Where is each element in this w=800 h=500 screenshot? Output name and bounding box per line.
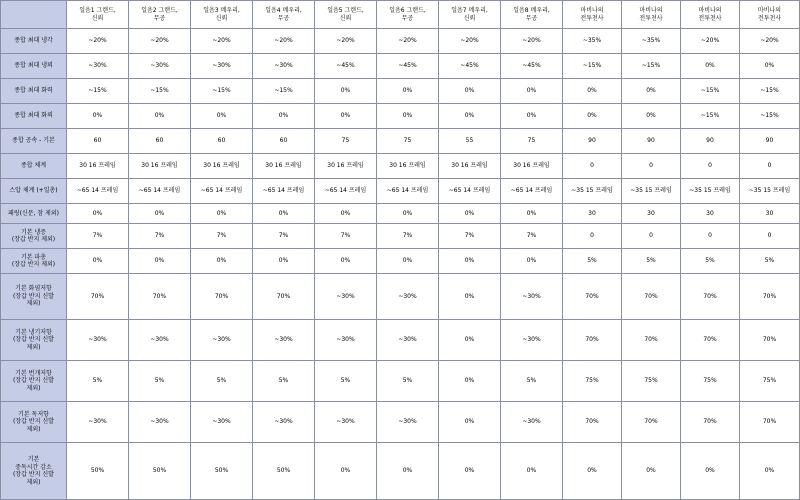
table-cell: ~30% [191, 320, 253, 361]
table-cell: ~65 14 프레임 [67, 179, 129, 204]
row-label: 종합 최대 화력 [1, 79, 67, 104]
table-cell: 0% [439, 79, 501, 104]
table-cell: 70% [622, 402, 681, 443]
table-cell: 70% [740, 402, 800, 443]
table-cell: ~30% [67, 402, 129, 443]
table-cell: 0% [191, 104, 253, 129]
table-cell: ~65 14 프레임 [129, 179, 191, 204]
table-cell: 70% [67, 274, 129, 320]
table-cell: ~20% [377, 29, 439, 54]
table-cell: 5% [377, 361, 439, 402]
table-cell: ~20% [740, 29, 800, 54]
column-header: 마비나의 전투천사 [740, 1, 800, 29]
table-cell: 5% [740, 249, 800, 274]
column-header: 일음6 그랜드, 무공 [377, 1, 439, 29]
table-cell: 70% [191, 274, 253, 320]
table-cell: 0% [67, 104, 129, 129]
table-cell: 0% [439, 104, 501, 129]
table-row [1, 179, 800, 204]
table-cell: 50% [129, 443, 191, 500]
table-cell: 30 16 프레임 [129, 154, 191, 179]
table-cell: ~20% [439, 29, 501, 54]
table-cell: ~30% [501, 402, 563, 443]
table-row [1, 320, 800, 361]
table-cell: ~15% [740, 104, 800, 129]
table-cell: 0% [740, 54, 800, 79]
column-header: 일음7 메우리, 신뢰 [439, 1, 501, 29]
table-cell: 60 [129, 129, 191, 154]
table-cell: 0% [439, 320, 501, 361]
table-cell: ~65 14 프레임 [191, 179, 253, 204]
row-label: 기본 냉증 (장갑 반지 제외) [1, 224, 67, 249]
table-cell: ~35 15 프레임 [740, 179, 800, 204]
table-cell: 5% [315, 361, 377, 402]
row-label: 스압 체계 (+일총) [1, 179, 67, 204]
table-cell: 75% [740, 361, 800, 402]
table-cell: ~30% [253, 320, 315, 361]
table-cell: ~30% [501, 274, 563, 320]
table-cell: 0% [622, 104, 681, 129]
table-cell: 75 [501, 129, 563, 154]
table-row [1, 204, 800, 224]
table-cell: 30 [563, 204, 622, 224]
table-cell: 0% [439, 204, 501, 224]
header-row [1, 1, 800, 29]
table-cell: ~45% [315, 54, 377, 79]
table-cell: 70% [622, 274, 681, 320]
table-cell: ~30% [315, 274, 377, 320]
table-cell: 90 [681, 129, 740, 154]
table-cell: 70% [681, 402, 740, 443]
table-cell: ~45% [377, 54, 439, 79]
table-cell: 55 [439, 129, 501, 154]
table-cell: ~30% [315, 402, 377, 443]
table-cell: ~30% [129, 320, 191, 361]
table-cell: 7% [377, 224, 439, 249]
row-label: 기본 냉기저항 (장갑 반지 신발 제외) [1, 320, 67, 361]
table-cell: 0% [129, 249, 191, 274]
table-row [1, 129, 800, 154]
table-row [1, 79, 800, 104]
row-label: 종합 최대 화뢰 [1, 104, 67, 129]
table-cell: 5% [563, 249, 622, 274]
table-cell: 50% [191, 443, 253, 500]
table-cell: 90 [622, 129, 681, 154]
table-cell: ~15% [563, 54, 622, 79]
table-cell: ~35 15 프레임 [681, 179, 740, 204]
table-cell: 0% [191, 249, 253, 274]
row-label: 기본 화염저항 (장갑 반지 신발 제외) [1, 274, 67, 320]
table-cell: 0% [681, 443, 740, 500]
table-cell: 5% [67, 361, 129, 402]
table-cell: 30 16 프레임 [253, 154, 315, 179]
table-row [1, 443, 800, 500]
table-cell: 0% [439, 274, 501, 320]
table-row [1, 154, 800, 179]
table-cell: 0% [501, 249, 563, 274]
table-row [1, 224, 800, 249]
table-cell: 0% [501, 443, 563, 500]
table-cell: 0% [377, 443, 439, 500]
table-cell: 75 [377, 129, 439, 154]
table-row [1, 54, 800, 79]
table-cell: 30 16 프레임 [501, 154, 563, 179]
table-cell: 70% [129, 274, 191, 320]
table-cell: 0% [563, 443, 622, 500]
table-cell: ~30% [377, 274, 439, 320]
row-label: 종합 최대 냉각 [1, 29, 67, 54]
table-cell: 0% [501, 79, 563, 104]
table-cell: 0% [563, 104, 622, 129]
table-cell: ~30% [191, 402, 253, 443]
table-cell: 0% [253, 249, 315, 274]
table-cell: 30 [681, 204, 740, 224]
table-cell: 30 16 프레임 [377, 154, 439, 179]
table-cell: ~20% [191, 29, 253, 54]
table-cell: ~30% [377, 320, 439, 361]
table-cell: 0% [622, 443, 681, 500]
table-cell: 0% [377, 104, 439, 129]
table-cell: 0% [67, 204, 129, 224]
table-cell: 0% [439, 402, 501, 443]
table-cell: 30 16 프레임 [191, 154, 253, 179]
table-cell: 0% [315, 79, 377, 104]
table-cell: ~15% [740, 79, 800, 104]
table-cell: 30 16 프레임 [67, 154, 129, 179]
table-cell: ~30% [67, 54, 129, 79]
row-label: 기본 중독시간 감소 (장갑 반지 신발 제외) [1, 443, 67, 500]
table-cell: 75% [563, 361, 622, 402]
column-header: 마비나의 전투천사 [681, 1, 740, 29]
table-cell: 0% [129, 104, 191, 129]
table-cell: 7% [439, 224, 501, 249]
table-cell: 60 [253, 129, 315, 154]
table-cell: 7% [501, 224, 563, 249]
row-label: 종합 최대 냉뢰 [1, 54, 67, 79]
row-label: 기본 독저항 (장갑 반지 신발 제외) [1, 402, 67, 443]
table-cell: 0% [67, 249, 129, 274]
table-cell: ~30% [253, 54, 315, 79]
table-cell: 0% [377, 204, 439, 224]
table-row [1, 361, 800, 402]
table-cell: ~65 14 프레임 [439, 179, 501, 204]
table-cell: 0 [740, 154, 800, 179]
table-cell: 0% [377, 79, 439, 104]
table-cell: ~30% [129, 402, 191, 443]
table-cell: ~15% [129, 79, 191, 104]
table-cell: ~65 14 프레임 [253, 179, 315, 204]
table-cell: 0% [563, 79, 622, 104]
table-cell: 70% [681, 274, 740, 320]
table-cell: ~30% [315, 320, 377, 361]
table-cell: 0% [129, 204, 191, 224]
table-cell: 0% [253, 204, 315, 224]
table-cell: ~15% [681, 79, 740, 104]
table-cell: ~65 14 프레임 [501, 179, 563, 204]
table-cell: 30 16 프레임 [315, 154, 377, 179]
table-cell: ~20% [253, 29, 315, 54]
table-cell: 0% [315, 204, 377, 224]
table-cell: 5% [501, 361, 563, 402]
table-cell: 0% [622, 79, 681, 104]
table-cell: 50% [67, 443, 129, 500]
table-cell: 75% [622, 361, 681, 402]
table-cell: ~15% [191, 79, 253, 104]
table-cell: ~65 14 프레임 [315, 179, 377, 204]
table-cell: 0% [439, 249, 501, 274]
table-cell: 5% [681, 249, 740, 274]
table-cell: ~30% [377, 402, 439, 443]
table-cell: ~35 15 프레임 [622, 179, 681, 204]
row-label: 기본 파총 (장갑 반지 제외) [1, 249, 67, 274]
table-cell: 0% [315, 443, 377, 500]
table-cell: 70% [622, 320, 681, 361]
table-cell: 0% [377, 249, 439, 274]
table-cell: ~15% [681, 104, 740, 129]
table-row [1, 29, 800, 54]
table-cell: 0 [622, 154, 681, 179]
table-cell: 7% [129, 224, 191, 249]
table-cell: 70% [563, 402, 622, 443]
table-cell: 7% [67, 224, 129, 249]
row-label: 종합 체계 [1, 154, 67, 179]
table-cell: ~35 15 프레임 [563, 179, 622, 204]
table-row [1, 104, 800, 129]
table-cell: ~30% [67, 320, 129, 361]
table-cell: ~35% [622, 29, 681, 54]
column-header: 일음1 그랜드, 신뢰 [67, 1, 129, 29]
table-cell: 75% [681, 361, 740, 402]
column-header: 일음5 그랜드, 신뢰 [315, 1, 377, 29]
table-row [1, 274, 800, 320]
table-cell: 7% [315, 224, 377, 249]
table-cell: 5% [191, 361, 253, 402]
table-cell: ~15% [622, 54, 681, 79]
table-cell: 70% [740, 320, 800, 361]
table-cell: 30 [740, 204, 800, 224]
row-label: 기본 번개저항 (장갑 반지 신발 제외) [1, 361, 67, 402]
table-cell: ~30% [191, 54, 253, 79]
column-header: 일음4 메우리, 무공 [253, 1, 315, 29]
table-cell: 7% [191, 224, 253, 249]
table-cell: 50% [253, 443, 315, 500]
table-cell: ~20% [315, 29, 377, 54]
table-cell: ~20% [67, 29, 129, 54]
table-cell: 0 [681, 224, 740, 249]
table-cell: ~30% [501, 320, 563, 361]
row-label: 종합 공속 - 기본 [1, 129, 67, 154]
table-cell: 5% [253, 361, 315, 402]
table-cell: 30 16 프레임 [439, 154, 501, 179]
table-row [1, 402, 800, 443]
table-cell: 0% [315, 104, 377, 129]
table-cell: 70% [253, 274, 315, 320]
table-cell: 60 [191, 129, 253, 154]
table-cell: 0 [681, 154, 740, 179]
table-cell: ~65 14 프레임 [377, 179, 439, 204]
table-cell: 5% [129, 361, 191, 402]
table-cell: 0% [253, 104, 315, 129]
table-cell: 0% [191, 204, 253, 224]
row-label: 패링(신문, 참 제외) [1, 204, 67, 224]
table-cell: 70% [681, 320, 740, 361]
table-cell: 90 [563, 129, 622, 154]
column-header: 일음8 메우리, 무공 [501, 1, 563, 29]
table-cell: ~30% [253, 402, 315, 443]
table-cell: 0 [622, 224, 681, 249]
table-cell: ~20% [129, 29, 191, 54]
table-cell: ~30% [129, 54, 191, 79]
table-cell: ~35% [563, 29, 622, 54]
table-cell: 0% [681, 54, 740, 79]
table-cell: 5% [622, 249, 681, 274]
table-cell: 0 [563, 224, 622, 249]
table-cell: 0 [740, 224, 800, 249]
column-header: 마비나의 전투천사 [622, 1, 681, 29]
table-cell: 0% [501, 104, 563, 129]
table-cell: ~20% [681, 29, 740, 54]
column-header: 일음3 메우리, 신뢰 [191, 1, 253, 29]
table-cell: 75 [315, 129, 377, 154]
table-cell: 60 [67, 129, 129, 154]
table-cell: 0% [439, 443, 501, 500]
column-header: 일음2 그랜드, 무공 [129, 1, 191, 29]
table-cell: 30 [622, 204, 681, 224]
table-cell: 70% [740, 274, 800, 320]
table-cell: 90 [740, 129, 800, 154]
table-cell: 0% [740, 443, 800, 500]
table-cell: 0% [315, 249, 377, 274]
table-cell: 0% [501, 204, 563, 224]
table-row [1, 249, 800, 274]
table-cell: ~45% [439, 54, 501, 79]
table-cell: ~45% [501, 54, 563, 79]
table-cell: 0% [439, 361, 501, 402]
table-cell: 7% [253, 224, 315, 249]
table-cell: ~15% [67, 79, 129, 104]
table-cell: 0 [563, 154, 622, 179]
column-header: 마비나의 전투천사 [563, 1, 622, 29]
header-corner [1, 1, 67, 29]
table-cell: 70% [563, 320, 622, 361]
table-cell: 70% [563, 274, 622, 320]
table-cell: ~20% [501, 29, 563, 54]
table-cell: ~15% [253, 79, 315, 104]
